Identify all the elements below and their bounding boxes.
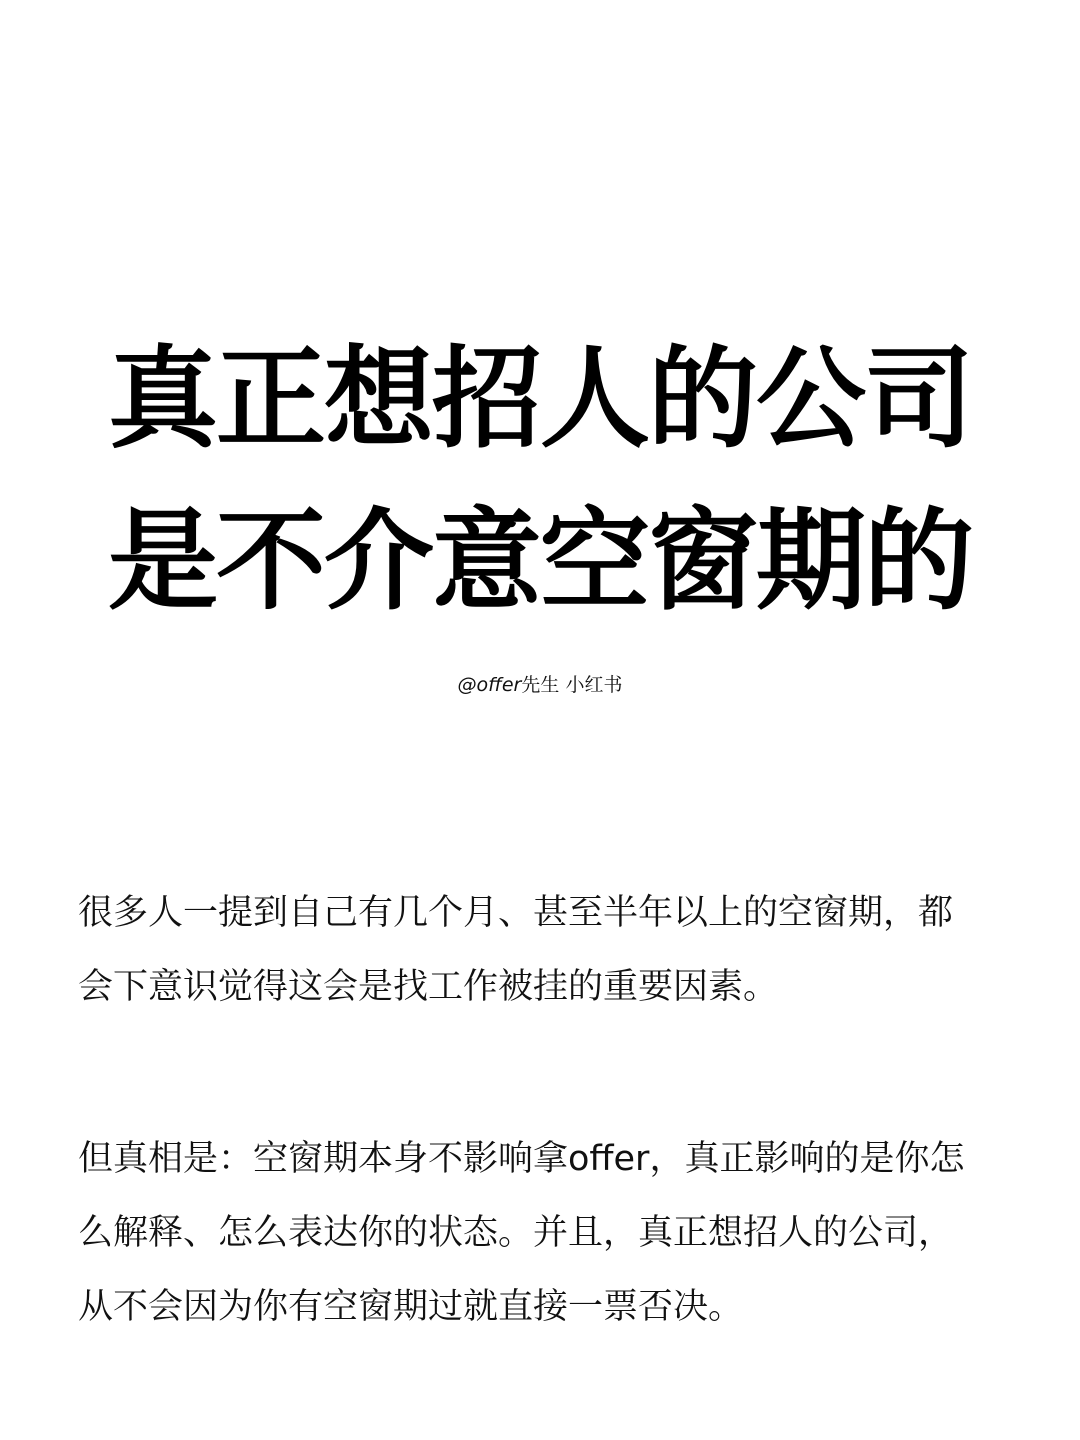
paragraph-line: 会下意识觉得这会是找工作被挂的重要因素。 — [78, 967, 779, 1007]
paragraph-line: 从不会因为你有空窗期过就直接一票否决。 — [78, 1287, 744, 1327]
paragraph-line: 但真相是：空窗期本身不影响拿offer，真正影响的是你怎 — [78, 1139, 965, 1179]
body-paragraph-1 — [78, 876, 1008, 1024]
body-paragraph-2 — [78, 1122, 1008, 1344]
title-line-1: 真正想招人的公司 — [108, 335, 972, 463]
author-handle-cn: 先生 — [521, 674, 560, 696]
author-handle-latin: @offer — [457, 674, 522, 696]
paragraph-line: 么解释、怎么表达你的状态。并且，真正想招人的公司， — [78, 1213, 954, 1253]
page-title — [0, 318, 1080, 642]
platform-name: 小红书 — [565, 674, 623, 696]
author-byline — [0, 672, 1080, 698]
title-line-2: 是不介意空窗期的 — [108, 497, 972, 625]
paragraph-line: 很多人一提到自己有几个月、甚至半年以上的空窗期，都 — [78, 893, 954, 933]
